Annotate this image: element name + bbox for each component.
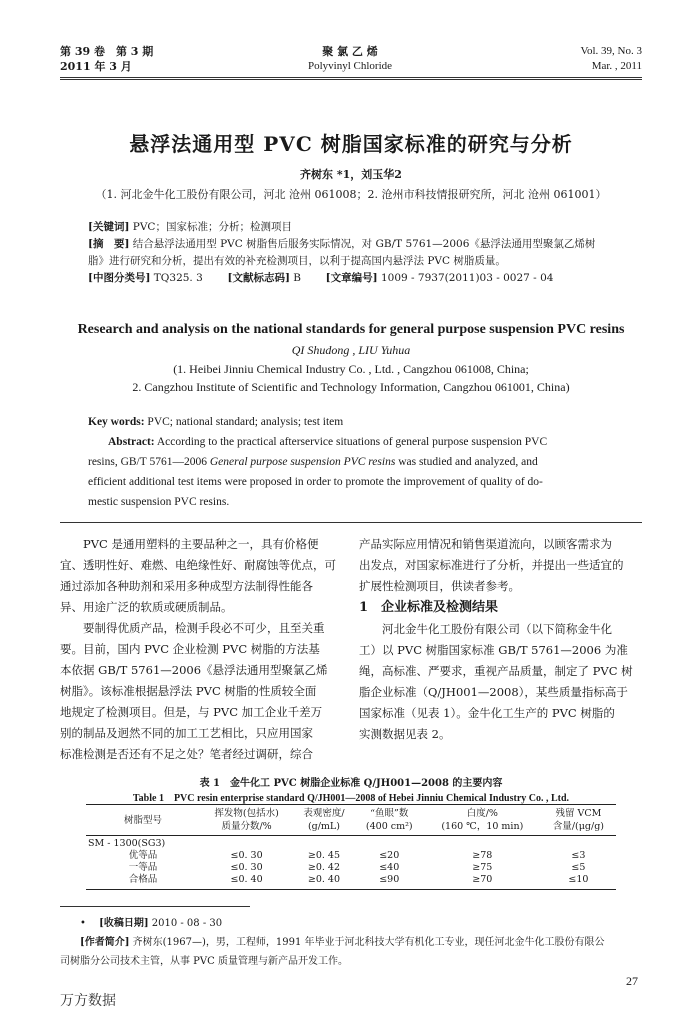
table-cell: 合格品: [128, 874, 158, 885]
paper-title-cn: 悬浮法通用型 PVC 树脂国家标准的研究与分析: [129, 132, 573, 156]
header-right-line2: Mar. , 2011: [591, 60, 642, 72]
doc-label: [文献标志码]: [227, 272, 290, 284]
body-text-line: 树脂》。该标准根据悬浮法 PVC 树脂的性质较全面: [60, 684, 317, 698]
table-cell: ≥78: [472, 850, 493, 861]
header-rule: [60, 77, 642, 78]
body-text-line: 绳，高标准、严要求，重视产品质量，制定了 PVC 树: [359, 664, 633, 678]
table-cell: ≤40: [379, 862, 400, 873]
table-cell: ≤3: [571, 850, 586, 861]
table-cell: ≤0. 40: [230, 874, 263, 885]
bullet-icon: •: [80, 918, 96, 929]
affiliation-cn: （1. 河北金牛化工股份有限公司，河北 沧州 061008；2. 沧州市科技情报研究所，河北 沧州 061001）: [95, 188, 607, 201]
table-cell: ≤10: [568, 874, 589, 885]
abstract-en-block: [88, 412, 618, 512]
table-row: [86, 874, 616, 890]
abstract-en-label: Abstract:: [108, 436, 155, 448]
body-text-line: PVC 是通用塑料的主要品种之一，具有价格便: [60, 537, 319, 551]
table-header-cell: 挥发物(包括水) 质量分数/%: [200, 805, 293, 836]
abstract-rule: [60, 522, 642, 523]
table-cell: ≤90: [379, 874, 400, 885]
table-header-cell: 白度/% (160 ℃，10 min): [424, 805, 541, 836]
keywords-cn-text: PVC；国家标准；分析；检测项目: [132, 221, 292, 233]
body-text-line: 国家标准（见表 1）。金牛化工生产的 PVC 树脂的: [359, 706, 615, 720]
abstract-cn: [88, 236, 618, 253]
header-left-line1: 第 39 卷 第 3 期: [60, 45, 154, 58]
body-left-column: [60, 534, 343, 765]
header-right-line1: Vol. 39, No. 3: [580, 45, 642, 57]
body-text-line: 工）以 PVC 树脂国家标准 GB/T 5761—2006 为准: [359, 643, 628, 657]
footnotes: [60, 914, 642, 971]
body-text-line: 标准检测是否还有不足之处？笔者经过调研，综合: [60, 747, 313, 761]
abstract-en-line4: mestic suspension PVC resins.: [88, 496, 230, 508]
table-cell: ≥0. 40: [307, 874, 341, 885]
page-number: 27: [626, 974, 638, 988]
journal-issue-cn: [60, 44, 153, 74]
article-value: 1009 - 7937(2011)03 - 0027 - 04: [380, 272, 554, 284]
body-text-line: 脂企业标准（Q/JH001—2008），某些质量指标高于: [359, 685, 628, 699]
classification-line: [88, 270, 618, 287]
table-cell: ≥70: [472, 874, 493, 885]
abstract-cn-block: [88, 219, 618, 287]
keywords-en-label: Key words:: [88, 416, 145, 428]
table-cell: 一等品: [128, 862, 158, 873]
affiliation-en-2: 2. Cangzhou Institute of Scientific and Technology Information, Cangzhou 061001, China): [132, 380, 570, 394]
keywords-cn-label: [关键词]: [88, 221, 130, 233]
body-text-line: 要制得优质产品，检测手段必不可少，且至关重: [60, 621, 325, 635]
body-text-line: 别的制品及迥然不同的加工工艺相比，只应用国家: [60, 726, 313, 740]
watermark-logo: 万方数据: [60, 993, 116, 1009]
body-text-line: 本依据 GB/T 5761—2006《悬浮法通用型聚氯乙烯: [60, 663, 328, 677]
table-header-cell: 残留 VCM 含量/(μg/g): [541, 805, 616, 836]
table-cell: ≥0. 45: [307, 850, 341, 861]
body-text-line: 出发点，对国家标准进行了分析，并提出一些适宜的: [359, 558, 624, 572]
keywords-en-text: PVC; national standard; analysis; test item: [147, 416, 344, 428]
body-text-line: 扩展性检测项目，供读者参考。: [359, 579, 520, 593]
paper-title-en: Research and analysis on the national standards for general purpose suspension PVC resins: [77, 322, 625, 337]
table-cell: ≤20: [379, 850, 400, 861]
abstract-cn-label: [摘 要]: [88, 238, 130, 250]
body-text-line: 实测数据见表 2。: [359, 727, 451, 741]
footnote-received: • [收稿日期] 2010 - 08 - 30: [80, 918, 223, 929]
class-value: TQ325. 3: [153, 272, 203, 284]
journal-issue-en: [580, 44, 642, 74]
abstract-cn-line2: 脂》进行研究和分析，提出有效的补充检测项目，以利于提高国内悬浮法 PVC 树脂质量。: [88, 255, 506, 267]
body-text-line: 宜、透明性好、难燃、电绝缘性好、耐腐蚀等优点，可: [60, 558, 336, 572]
standard-table: [86, 804, 616, 890]
table-header-cell: 树脂型号: [86, 805, 200, 836]
table-group-label: SM - 1300(SG3): [88, 838, 166, 849]
table-cell: ≤0. 30: [230, 850, 263, 861]
table-caption-en: Table 1 PVC resin enterprise standard Q/JH001—2008 of Hebei Jinniu Chemical Industry Co. , Ltd.: [132, 793, 570, 804]
table-caption-cn: 表 1 金牛化工 PVC 树脂企业标准 Q/JH001—2008 的主要内容: [199, 778, 503, 789]
footnote-rule: [60, 906, 250, 907]
doc-value: B: [293, 272, 301, 284]
authors-en: QI Shudong , LIU Yuhua: [291, 343, 411, 357]
footnote-author-line2: 司树脂分公司技术主管，从事 PVC 质量管理与新产品开发工作。: [60, 956, 348, 967]
standard-title-en: General purpose suspension PVC resins: [209, 456, 396, 468]
body-text-line: 河北金牛化工股份有限公司（以下简称金牛化: [359, 622, 612, 636]
header-rule-2: [60, 79, 642, 80]
footnote-author: [作者简介] 齐树东(1967—)，男，工程师，1991 年毕业于河北科技大学有机化工专业，现任河北金牛化工股份有限公: [80, 937, 605, 948]
journal-name: [250, 44, 450, 74]
body-text-line: 地规定了检测项目。但是，与 PVC 加工企业千差万: [60, 705, 323, 719]
abstract-en-line2: resins, GB/T 5761—2006 General purpose suspension PVC resins was studied and analyzed, and: [88, 456, 538, 468]
abstract-en-line1: Abstract: According to the practical afterservice situations of general purpose suspension PVC: [108, 436, 548, 448]
table-cell: ≤0. 30: [230, 862, 263, 873]
body-text-line: 异、用途广泛的软质或硬质制品。: [60, 600, 233, 614]
abstract-cn-line1: 结合悬浮法通用型 PVC 树脂售后服务实际情况，对 GB/T 5761—2006《悬浮法通用型聚氯乙烯树: [132, 238, 596, 250]
header-left-line2: 2011 年 3 月: [60, 60, 132, 73]
body-text-line: 通过添加各种助剂和采用多种成型方法制得性能各: [60, 579, 313, 593]
table-cell: ≥75: [472, 862, 493, 873]
article-label: [文章编号]: [325, 272, 378, 284]
table-cell: 优等品: [128, 850, 158, 861]
keywords-en: [88, 412, 618, 432]
table-header-cell: 表观密度/ (g/mL): [293, 805, 355, 836]
abstract-en-line3: efficient additional test items were proposed in order to promote the improvement of quality of do-: [88, 476, 543, 488]
body-text-line: 要。目前，国内 PVC 企业检测 PVC 树脂的方法基: [60, 642, 320, 656]
table-row: [86, 862, 616, 874]
section-1-heading: 1 企业标准及检测结果: [359, 600, 499, 615]
body-right-column: [359, 534, 642, 745]
table-cell: ≥0. 42: [307, 862, 341, 873]
class-label: [中图分类号]: [88, 272, 151, 284]
header-center-line1: 聚 氯 乙 烯: [322, 45, 378, 58]
authors-cn: 齐树东 *1，刘玉华2: [300, 168, 402, 181]
table-row: [86, 850, 616, 862]
keywords-cn: [88, 219, 618, 236]
affiliation-en-1: (1. Heibei Jinniu Chemical Industry Co. , Ltd. , Cangzhou 061008, China;: [173, 362, 529, 376]
table-header-cell: “鱼眼”数 (400 cm²): [355, 805, 424, 836]
table-cell: ≤5: [571, 862, 586, 873]
header-center-line2: Polyvinyl Chloride: [307, 60, 393, 72]
body-text-line: 产品实际应用情况和销售渠道流向，以顾客需求为: [359, 537, 612, 551]
